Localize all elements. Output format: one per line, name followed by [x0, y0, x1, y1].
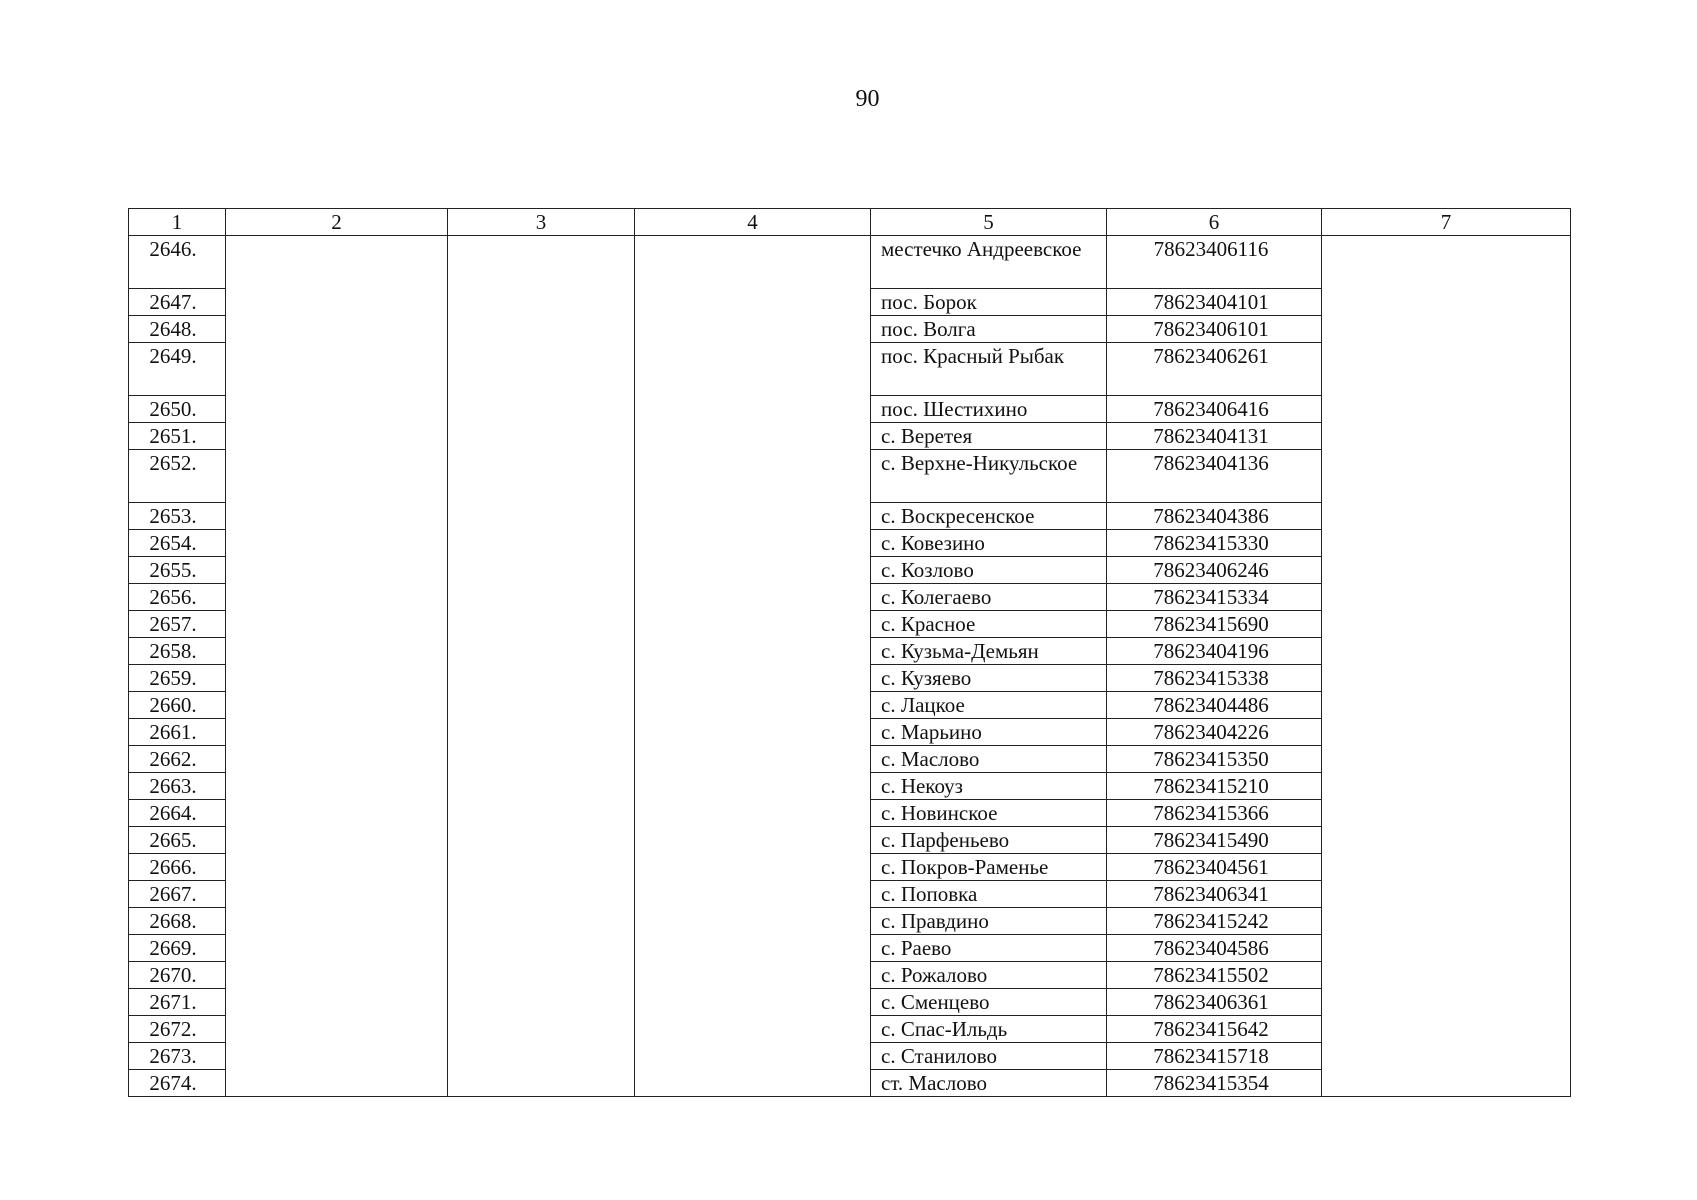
- oktmo-code-cell: 78623404131: [1107, 423, 1322, 450]
- settlement-name-cell: ст. Маслово: [871, 1070, 1107, 1097]
- empty-merged-cell: [635, 236, 871, 1097]
- oktmo-code-cell: 78623404586: [1107, 935, 1322, 962]
- settlements-table-container: [128, 208, 1570, 1097]
- oktmo-code-cell: 78623404561: [1107, 854, 1322, 881]
- empty-merged-cell: [448, 236, 635, 1097]
- settlement-name-cell: с. Поповка: [871, 881, 1107, 908]
- row-number-cell: 2651.: [129, 423, 226, 450]
- oktmo-code-cell: 78623406361: [1107, 989, 1322, 1016]
- settlement-name-cell: с. Станилово: [871, 1043, 1107, 1070]
- row-number-cell: 2646.: [129, 236, 226, 289]
- settlement-name-cell: с. Рожалово: [871, 962, 1107, 989]
- settlement-name-cell: с. Марьино: [871, 719, 1107, 746]
- settlement-name-cell: пос. Борок: [871, 289, 1107, 316]
- row-number-cell: 2652.: [129, 450, 226, 503]
- oktmo-code-cell: 78623415502: [1107, 962, 1322, 989]
- oktmo-code-cell: 78623415330: [1107, 530, 1322, 557]
- oktmo-code-cell: 78623406246: [1107, 557, 1322, 584]
- oktmo-code-cell: 78623415366: [1107, 800, 1322, 827]
- oktmo-code-cell: 78623415350: [1107, 746, 1322, 773]
- settlement-name-cell: с. Кузьма-Демьян: [871, 638, 1107, 665]
- table-body: [129, 236, 1571, 1097]
- oktmo-code-cell: 78623415490: [1107, 827, 1322, 854]
- row-number-cell: 2657.: [129, 611, 226, 638]
- row-number-cell: 2668.: [129, 908, 226, 935]
- row-number-cell: 2665.: [129, 827, 226, 854]
- settlement-name-cell: с. Верхне-Никульское: [871, 450, 1107, 503]
- settlement-name-cell: с. Сменцево: [871, 989, 1107, 1016]
- column-header: 1: [129, 209, 226, 236]
- oktmo-code-cell: 78623404386: [1107, 503, 1322, 530]
- settlement-name-cell: с. Ковезино: [871, 530, 1107, 557]
- table-row: [129, 236, 1571, 289]
- column-header: 7: [1322, 209, 1571, 236]
- oktmo-code-cell: 78623415718: [1107, 1043, 1322, 1070]
- oktmo-code-cell: 78623406101: [1107, 316, 1322, 343]
- oktmo-code-cell: 78623404226: [1107, 719, 1322, 746]
- oktmo-code-cell: 78623415690: [1107, 611, 1322, 638]
- oktmo-code-cell: 78623415338: [1107, 665, 1322, 692]
- row-number-cell: 2654.: [129, 530, 226, 557]
- row-number-cell: 2673.: [129, 1043, 226, 1070]
- row-number-cell: 2656.: [129, 584, 226, 611]
- oktmo-code-cell: 78623406116: [1107, 236, 1322, 289]
- row-number-cell: 2655.: [129, 557, 226, 584]
- settlement-name-cell: с. Покров-Раменье: [871, 854, 1107, 881]
- settlement-name-cell: с. Парфеньево: [871, 827, 1107, 854]
- column-header: 3: [448, 209, 635, 236]
- oktmo-code-cell: 78623404101: [1107, 289, 1322, 316]
- empty-merged-cell: [1322, 236, 1571, 1097]
- oktmo-code-cell: 78623404486: [1107, 692, 1322, 719]
- settlement-name-cell: с. Раево: [871, 935, 1107, 962]
- settlement-name-cell: с. Козлово: [871, 557, 1107, 584]
- oktmo-code-cell: 78623415242: [1107, 908, 1322, 935]
- oktmo-code-cell: 78623406416: [1107, 396, 1322, 423]
- settlement-name-cell: пос. Красный Рыбак: [871, 343, 1107, 396]
- row-number-cell: 2666.: [129, 854, 226, 881]
- settlement-name-cell: с. Маслово: [871, 746, 1107, 773]
- oktmo-code-cell: 78623404136: [1107, 450, 1322, 503]
- settlements-table: [128, 208, 1571, 1097]
- row-number-cell: 2667.: [129, 881, 226, 908]
- row-number-cell: 2664.: [129, 800, 226, 827]
- settlement-name-cell: с. Красное: [871, 611, 1107, 638]
- row-number-cell: 2672.: [129, 1016, 226, 1043]
- row-number-cell: 2660.: [129, 692, 226, 719]
- settlement-name-cell: с. Спас-Ильдь: [871, 1016, 1107, 1043]
- settlement-name-cell: с. Правдино: [871, 908, 1107, 935]
- settlement-name-cell: пос. Шестихино: [871, 396, 1107, 423]
- oktmo-code-cell: 78623415334: [1107, 584, 1322, 611]
- settlement-name-cell: пос. Волга: [871, 316, 1107, 343]
- oktmo-code-cell: 78623406341: [1107, 881, 1322, 908]
- settlement-name-cell: с. Колегаево: [871, 584, 1107, 611]
- row-number-cell: 2662.: [129, 746, 226, 773]
- column-header: 6: [1107, 209, 1322, 236]
- empty-merged-cell: [226, 236, 448, 1097]
- oktmo-code-cell: 78623415642: [1107, 1016, 1322, 1043]
- row-number-cell: 2669.: [129, 935, 226, 962]
- row-number-cell: 2661.: [129, 719, 226, 746]
- row-number-cell: 2658.: [129, 638, 226, 665]
- row-number-cell: 2649.: [129, 343, 226, 396]
- row-number-cell: 2659.: [129, 665, 226, 692]
- column-header: 4: [635, 209, 871, 236]
- row-number-cell: 2671.: [129, 989, 226, 1016]
- row-number-cell: 2647.: [129, 289, 226, 316]
- settlement-name-cell: с. Кузяево: [871, 665, 1107, 692]
- settlement-name-cell: с. Воскресенское: [871, 503, 1107, 530]
- oktmo-code-cell: 78623415210: [1107, 773, 1322, 800]
- settlement-name-cell: с. Некоуз: [871, 773, 1107, 800]
- row-number-cell: 2653.: [129, 503, 226, 530]
- row-number-cell: 2650.: [129, 396, 226, 423]
- oktmo-code-cell: 78623415354: [1107, 1070, 1322, 1097]
- row-number-cell: 2648.: [129, 316, 226, 343]
- row-number-cell: 2663.: [129, 773, 226, 800]
- oktmo-code-cell: 78623406261: [1107, 343, 1322, 396]
- settlement-name-cell: с. Веретея: [871, 423, 1107, 450]
- settlement-name-cell: с. Новинское: [871, 800, 1107, 827]
- column-header: 2: [226, 209, 448, 236]
- header-row: [129, 209, 1571, 236]
- row-number-cell: 2670.: [129, 962, 226, 989]
- settlement-name-cell: с. Лацкое: [871, 692, 1107, 719]
- settlement-name-cell: местечко Андреевское: [871, 236, 1107, 289]
- row-number-cell: 2674.: [129, 1070, 226, 1097]
- oktmo-code-cell: 78623404196: [1107, 638, 1322, 665]
- page-number: 90: [855, 86, 880, 112]
- column-header: 5: [871, 209, 1107, 236]
